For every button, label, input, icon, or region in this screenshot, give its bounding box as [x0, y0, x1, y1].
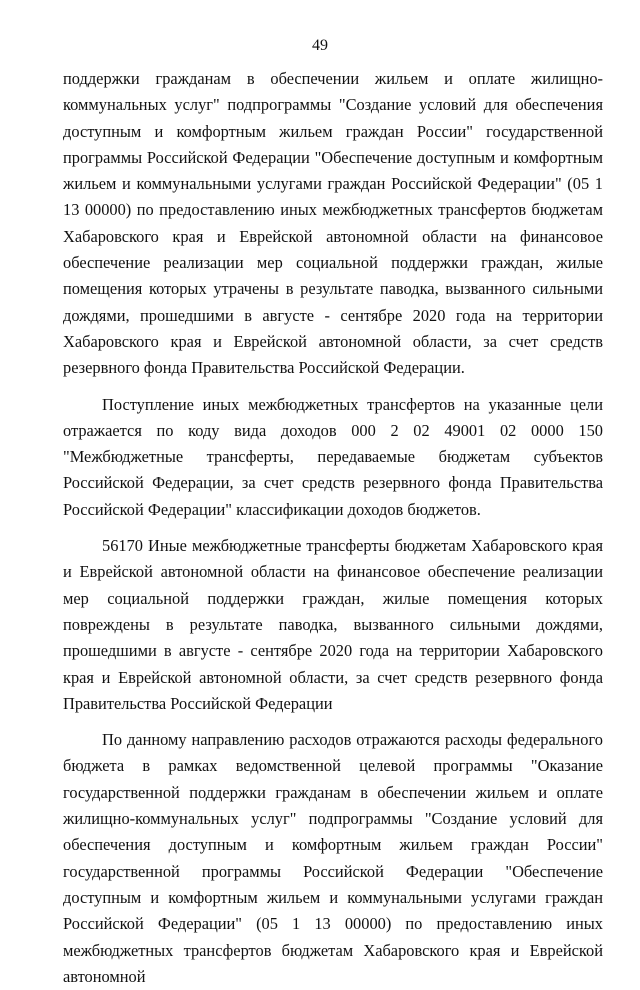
- paragraph-56170-heading: 56170 Иные межбюджетные трансферты бюджетам Хабаровского края и Еврейской автономной области на финансовое обеспечение реализации мер социальной поддержки граждан, жилые помещения которых повреждены в результате паводка, вызванного сильными дождями, прошедшими в августе - сентябре 2020 года на территории Хабаровского края и Еврейской автономной области, за счет средств резервного фонда Правительства Российской Федерации: [63, 536, 603, 713]
- paragraph-revenue-receipt: Поступление иных межбюджетных трансфертов на указанные цели отражается по коду вида доходов 000 2 02 49001 02 0000 150 "Межбюджетные трансферты, передаваемые бюджетам субъектов Российской Федерации, за счет средств резервного фонда Правительства Российской Федерации" классификации доходов бюджетов.: [63, 394, 603, 519]
- paragraph-expense-direction: По данному направлению расходов отражаются расходы федерального бюджета в рамках ведомственной целевой программы "Оказание государственной поддержки гражданам в обеспечении жильем и оплате жилищно-коммунальных услуг" подпрограммы "Создание условий для обеспечения доступным и комфортным жильем граждан России" государственной программы Российской Федерации "Обеспечение доступным и комфортным жильем и коммунальными услугами граждан Российской Федерации" (05 1 13 00000) по предоставлению иных межбюджетных трансфертов бюджетам Хабаровского края и Еврейской автономной: [63, 730, 603, 986]
- document-body: [63, 66, 603, 990]
- page-number: 49: [312, 37, 328, 54]
- paragraph-continuation: поддержки гражданам в обеспечении жильем и оплате жилищно-коммунальных услуг" подпрограммы "Создание условий для обеспечения доступным и комфортным жильем граждан России" государственной программы Российской Федерации "Обеспечение доступным и комфортным жильем и коммунальными услугами граждан Российской Федерации" (05 1 13 00000) по предоставлению иных межбюджетных трансфертов бюджетам Хабаровского края и Еврейской автономной области на финансовое обеспечение реализации мер социальной поддержки граждан, жилые помещения которых утрачены в результате паводка, вызванного сильными дождями, прошедшими в августе - сентябре 2020 года на территории Хабаровского края и Еврейской автономной области, за счет средств резервного фонда Правительства Российской Федерации.: [63, 69, 603, 378]
